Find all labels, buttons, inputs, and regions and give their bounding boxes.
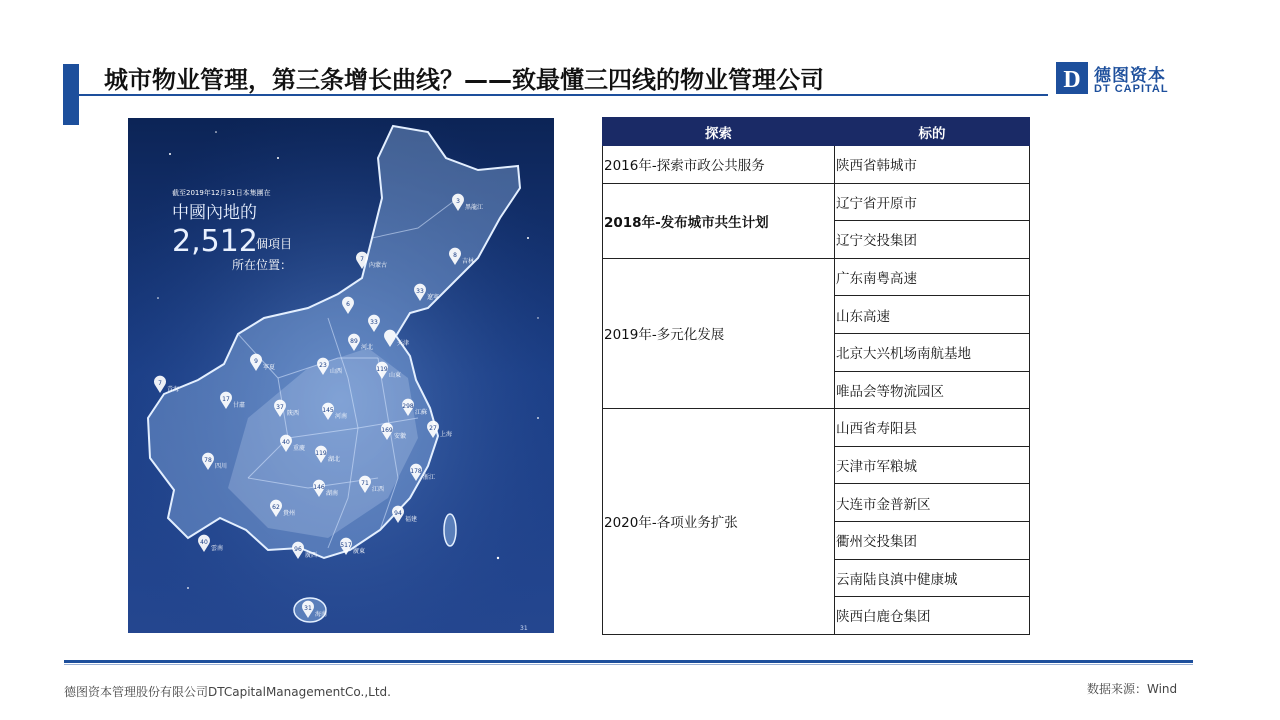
table-row xyxy=(603,146,1030,184)
target-cell: 大连市金普新区 xyxy=(835,484,1030,522)
map-marker-value: 7 xyxy=(360,256,364,263)
map-marker-label: 內蒙古 xyxy=(369,262,388,269)
target-cell: 衢州交投集团 xyxy=(835,521,1030,559)
map-marker-value: 9 xyxy=(254,358,258,365)
china-project-map xyxy=(128,118,554,633)
target-cell: 北京大兴机场南航基地 xyxy=(835,333,1030,371)
target-cell: 广东南粤高速 xyxy=(835,258,1030,296)
dt-capital-logo xyxy=(1056,62,1191,98)
map-marker-label: 青海 xyxy=(167,386,180,393)
map-marker-value: 145 xyxy=(322,407,334,414)
map-marker-value: 6 xyxy=(346,301,350,308)
map-marker-label: 安徽 xyxy=(394,433,407,440)
map-marker-label: 江蘇 xyxy=(415,409,428,416)
map-marker-value: 71 xyxy=(361,480,369,487)
map-marker-value: 27 xyxy=(429,425,437,432)
exploration-table xyxy=(602,117,1030,635)
map-marker-label: 廣西 xyxy=(305,552,318,559)
table-row xyxy=(603,183,1030,221)
map-marker-value: 8 xyxy=(453,252,457,259)
footer-company: 德图资本管理股份有限公司DTCapitalManagementCo.,Ltd. xyxy=(64,685,391,699)
map-marker-value: 40 xyxy=(200,539,208,546)
target-cell: 山西省寿阳县 xyxy=(835,409,1030,447)
map-marker-value: 169 xyxy=(381,427,393,434)
map-marker-label: 黑龍江 xyxy=(465,204,484,211)
map-marker-label: 山西 xyxy=(330,368,343,375)
target-cell: 山东高速 xyxy=(835,296,1030,334)
map-marker-label: 雲南 xyxy=(211,545,224,552)
header-target: 标的 xyxy=(835,118,1030,146)
map-marker-value: 62 xyxy=(272,504,280,511)
stage-cell: 2018年-发布城市共生计划 xyxy=(603,183,835,258)
map-page-mark: 31 xyxy=(520,625,528,632)
map-marker-value: 178 xyxy=(410,468,422,475)
map-marker-label: 吉林 xyxy=(462,258,475,265)
map-marker-label: 河北 xyxy=(361,344,374,351)
map-marker-value: 89 xyxy=(350,338,358,345)
map-marker-value: 23 xyxy=(319,362,327,369)
logo-english-name: DT CAPITAL xyxy=(1094,83,1169,95)
target-cell: 云南陆良滇中健康城 xyxy=(835,559,1030,597)
logo-chinese-name: 德图资本 xyxy=(1094,66,1166,86)
map-marker-label: 湖南 xyxy=(326,490,339,497)
map-caption-count: 2,512 xyxy=(172,224,258,259)
map-marker-label: 貴州 xyxy=(283,510,296,517)
map-marker-value: 3 xyxy=(456,198,460,205)
map-marker-label: 遼寧 xyxy=(427,294,440,301)
map-marker-value: 94 xyxy=(394,510,402,517)
footer-divider xyxy=(64,660,1193,663)
map-marker-label: 山東 xyxy=(389,372,402,379)
map-marker-value: 517 xyxy=(340,542,352,549)
map-marker-label: 甘肅 xyxy=(233,402,246,409)
table-row xyxy=(603,409,1030,447)
map-marker-value: 96 xyxy=(294,546,302,553)
taiwan-shape xyxy=(444,514,456,546)
target-cell: 辽宁交投集团 xyxy=(835,221,1030,259)
table-row xyxy=(603,258,1030,296)
map-marker-value: 31 xyxy=(304,605,312,612)
map-marker-label: 寧夏 xyxy=(263,364,276,371)
map-marker-label: 重慶 xyxy=(293,445,306,452)
footer-divider-thin xyxy=(64,664,1193,665)
map-marker-label: 天津 xyxy=(397,340,410,347)
map-marker-value: 298 xyxy=(402,403,414,410)
map-caption-line2: 中國內地的 xyxy=(172,203,257,223)
map-marker-label: 海南 xyxy=(315,611,328,618)
map-marker-label: 浙江 xyxy=(423,474,436,481)
map-caption-line3: 所在位置： xyxy=(232,258,293,272)
map-marker-value: 40 xyxy=(282,439,290,446)
map-marker-value: 146 xyxy=(313,484,325,491)
map-marker-value: 37 xyxy=(276,404,284,411)
page-title: 城市物业管理，第三条增长曲线？——致最懂三四线的物业管理公司 xyxy=(104,66,824,94)
map-caption-unit: 個項目 xyxy=(256,237,293,251)
stage-cell: 2020年-各项业务扩张 xyxy=(603,409,835,635)
logo-mark-letter: D xyxy=(1063,67,1081,93)
logo-mark-icon xyxy=(1056,62,1088,94)
map-marker-label: 福建 xyxy=(405,516,418,523)
map-marker-label: 河南 xyxy=(335,413,348,420)
header-stage: 探索 xyxy=(603,118,835,146)
table-header-row xyxy=(603,118,1030,146)
map-marker-value: 17 xyxy=(222,396,230,403)
map-marker-label: 江西 xyxy=(372,486,385,493)
stage-cell: 2016年-探索市政公共服务 xyxy=(603,146,835,184)
map-marker-value: 7 xyxy=(158,380,162,387)
map-marker-value: 119 xyxy=(315,450,327,457)
stage-cell: 2019年-多元化发展 xyxy=(603,258,835,408)
target-cell: 唯品会等物流园区 xyxy=(835,371,1030,409)
target-cell: 陕西省韩城市 xyxy=(835,146,1030,184)
target-cell: 天津市军粮城 xyxy=(835,446,1030,484)
map-marker-value: 33 xyxy=(416,288,424,295)
title-underline xyxy=(79,94,1048,96)
target-cell: 陕西白鹿仓集团 xyxy=(835,597,1030,635)
map-marker-value: 119 xyxy=(376,366,388,373)
target-cell: 辽宁省开原市 xyxy=(835,183,1030,221)
map-caption-line1: 截至2019年12月31日本集團在 xyxy=(172,189,271,197)
title-accent-bar xyxy=(63,64,79,125)
map-marker-value: 78 xyxy=(204,457,212,464)
map-marker-value: 33 xyxy=(370,319,378,326)
footer-source: 数据来源：Wind xyxy=(1087,682,1178,696)
map-marker-label: 廣東 xyxy=(353,548,366,555)
map-marker-label: 陝西 xyxy=(287,410,300,417)
map-marker-label: 四川 xyxy=(215,463,228,470)
map-marker-label: 上海 xyxy=(440,431,453,438)
map-marker-label: 湖北 xyxy=(328,456,341,463)
